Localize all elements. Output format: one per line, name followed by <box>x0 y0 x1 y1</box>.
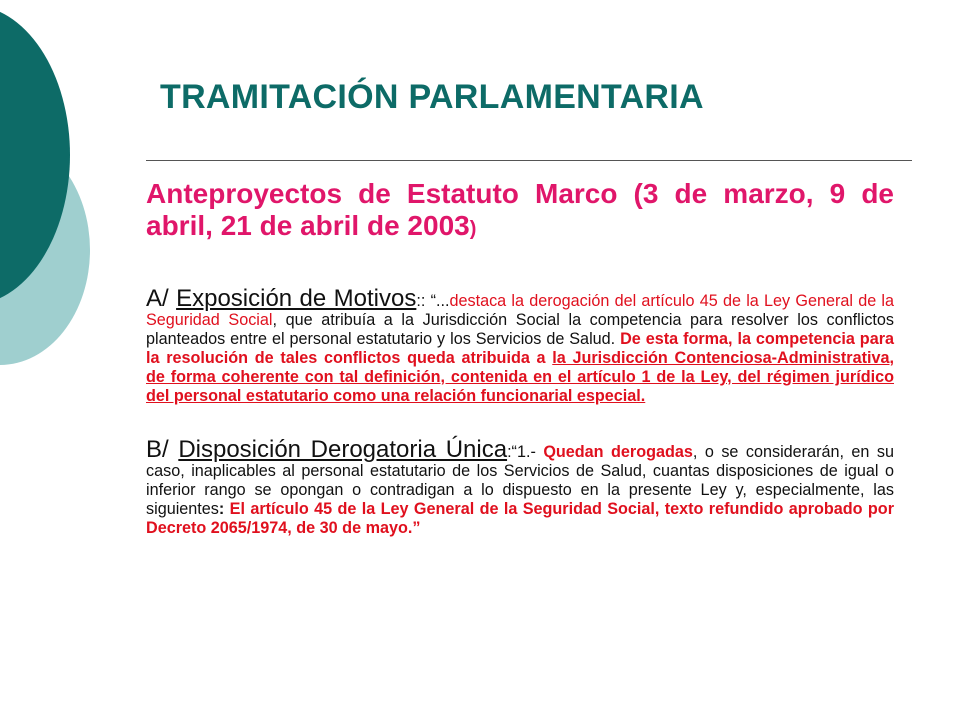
section-b-separator: :“1.- <box>507 443 544 461</box>
section-a-bold-red: De esta forma, la competencia para la resolución de tales conflictos queda atribuida a <box>146 330 895 367</box>
section-b-label: Disposición Derogatoria Única <box>178 436 508 463</box>
section-b-prefix: B/ <box>146 436 179 463</box>
section-a-comma: , <box>889 349 894 367</box>
section-b-red-1: Quedan derogadas <box>543 443 693 461</box>
section-a-underlined-1: la Jurisdicción Contenciosa-Administrativa <box>552 349 890 367</box>
section-a-prefix: A/ <box>146 285 177 312</box>
section-a-underlined-2: de forma coherente con tal definición, contenida en el artículo 1 de la Ley, del régimen jurídico del personal estatutario como una relación funcionarial especial. <box>146 368 894 405</box>
section-b-colon: : <box>218 500 230 518</box>
title-divider <box>146 160 912 161</box>
section-heading <box>146 178 894 245</box>
heading-close-paren: ) <box>469 218 477 240</box>
section-a-text: , que atribuía a la Jurisdicción Social la competencia para resolver los conflictos planteados entre el personal estatutario y los Servicios de Salud. <box>146 311 895 348</box>
section-a-red-intro: destaca la derogación del artículo 45 de la Ley General de la Seguridad Social <box>146 292 895 329</box>
section-a-label: Exposición de Motivos <box>176 285 417 312</box>
section-b-red-bold: El artículo 45 de la Ley General de la Seguridad Social, texto refundido aprobado por Decreto 2065/1974, de 30 de mayo.” <box>146 500 894 537</box>
section-a-separator: :: “... <box>416 292 450 310</box>
slide-body <box>146 178 894 538</box>
heading-text: Anteproyectos de Estatuto Marco (3 de marzo, 9 de abril, 21 de abril de 2003 <box>146 178 894 241</box>
paragraph-disposicion <box>146 436 894 538</box>
paragraph-exposicion <box>146 285 895 406</box>
slide-title: TRAMITACIÓN PARLAMENTARIA <box>160 78 704 116</box>
section-b-text: , o se considerarán, en su caso, inaplicables al personal estatutario de los Servicios de Salud, cuantas disposiciones de igual o inferior rango se opongan o contradigan a lo dispuesto en la presente Ley y, especialmente, las siguientes <box>146 443 894 518</box>
